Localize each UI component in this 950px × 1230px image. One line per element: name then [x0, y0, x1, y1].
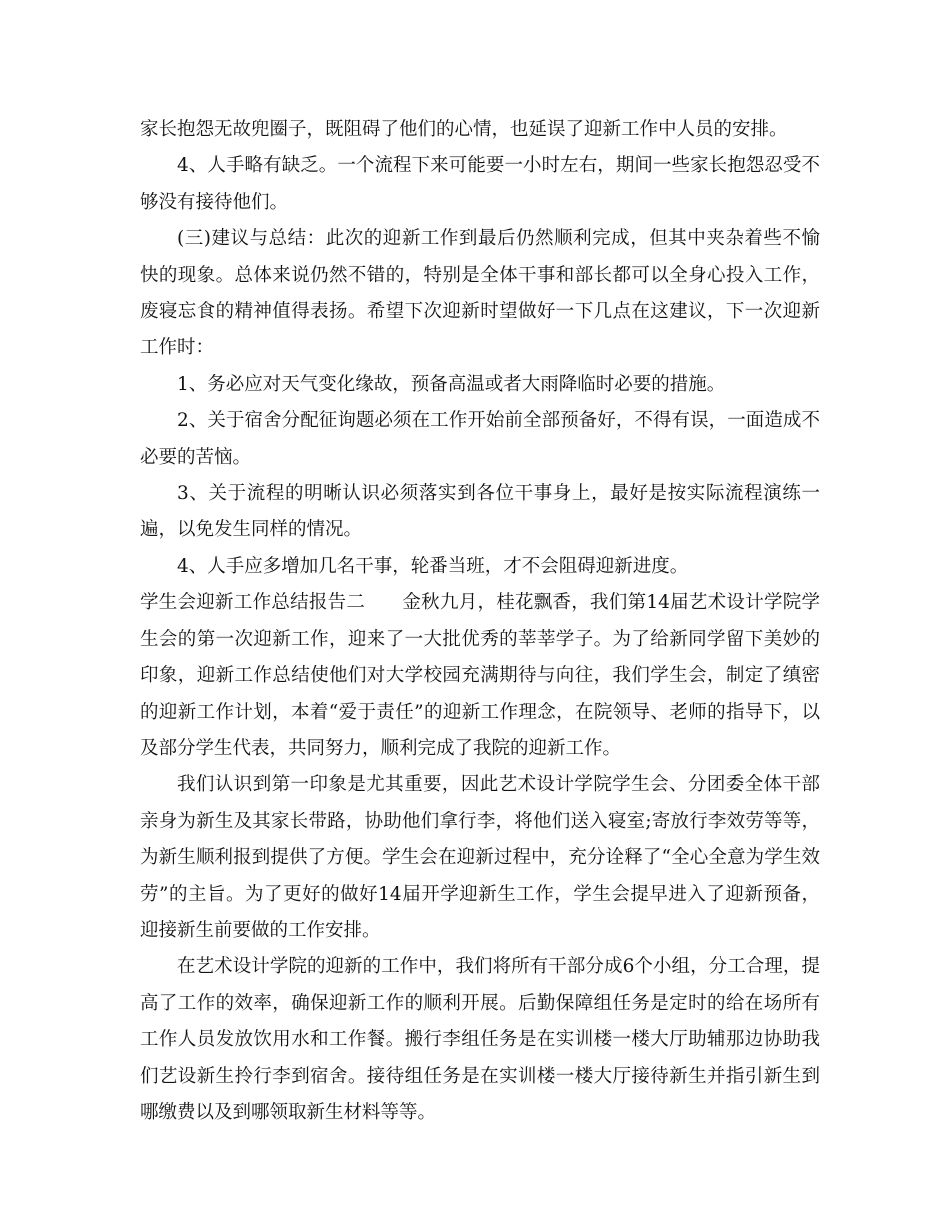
paragraph: 3、关于流程的明晰认识必须落实到各位干事身上，最好是按实际流程演练一遍，以免发生同样的情况。 [140, 483, 820, 541]
paragraph: (三)建议与总结：此次的迎新工作到最后仍然顺利完成，但其中夹杂着些不愉快的现象。总体来说仍然不错的，特别是全体干事和部长都可以全身心投入工作，废寝忘食的精神值得表扬。希望下次迎新时望做好一下几点在这建议，下一次迎新工作时： [140, 228, 820, 359]
paragraph: 4、人手略有缺乏。一个流程下来可能要一小时左右，期间一些家长抱怨忍受不够没有接待他们。 [140, 155, 820, 213]
paragraph: 2、关于宿舍分配征询题必须在工作开始前全部预备好，不得有误，一面造成不必要的苦恼。 [140, 410, 820, 468]
paragraph: 家长抱怨无故兜圈子，既阻碍了他们的心情，也延误了迎新工作中人员的安排。 [140, 119, 788, 140]
paragraph: 在艺术设计学院的迎新的工作中，我们将所有干部分成6个小组，分工合理，提高了工作的效率，确保迎新工作的顺利开展。后勤保障组任务是定时的给在场所有工作人员发放饮用水和工作餐。搬行李组任务是在实训楼一楼大厅助辅那边协助我们艺设新生拎行李到宿舍。接待组任务是在实训楼一楼大厅接待新生并指引新生到哪缴费以及到哪领取新生材料等等。 [140, 956, 820, 1123]
section-intro: 金秋九月，桂花飘香，我们第14届艺术设计学院学生会的第一次迎新工作，迎来了一大批优秀的莘莘学子。为了给新同学留下美妙的印象，迎新工作总结使他们对大学校园充满期待与向往，我们学生会，制定了缜密的迎新工作计划，本着“爱于责任”的迎新工作理念，在院领导、老师的指导下，以及部分学生代表，共同努力，顺利完成了我院的迎新工作。 [140, 592, 820, 759]
paragraph: 1、务必应对天气变化缘故，预备高温或者大雨降临时必要的措施。 [177, 373, 726, 395]
document-body [140, 112, 820, 1131]
paragraph: 4、人手应多增加几名干事，轮番当班，才不会阻碍迎新进度。 [177, 555, 689, 577]
section-paragraph [140, 585, 820, 767]
paragraph: 我们认识到第一印象是尤其重要，因此艺术设计学院学生会、分团委全体干部亲身为新生及其家长带路，协助他们拿行李，将他们送入寝室;寄放行李效劳等等，为新生顺利报到提供了方便。学生会在迎新过程中，充分诠释了“全心全意为学生效劳”的主旨。为了更好的做好14届开学迎新生工作，学生会提早进入了迎新预备，迎接新生前要做的工作安排。 [140, 774, 820, 941]
section-heading: 学生会迎新工作总结报告二 [140, 592, 366, 614]
